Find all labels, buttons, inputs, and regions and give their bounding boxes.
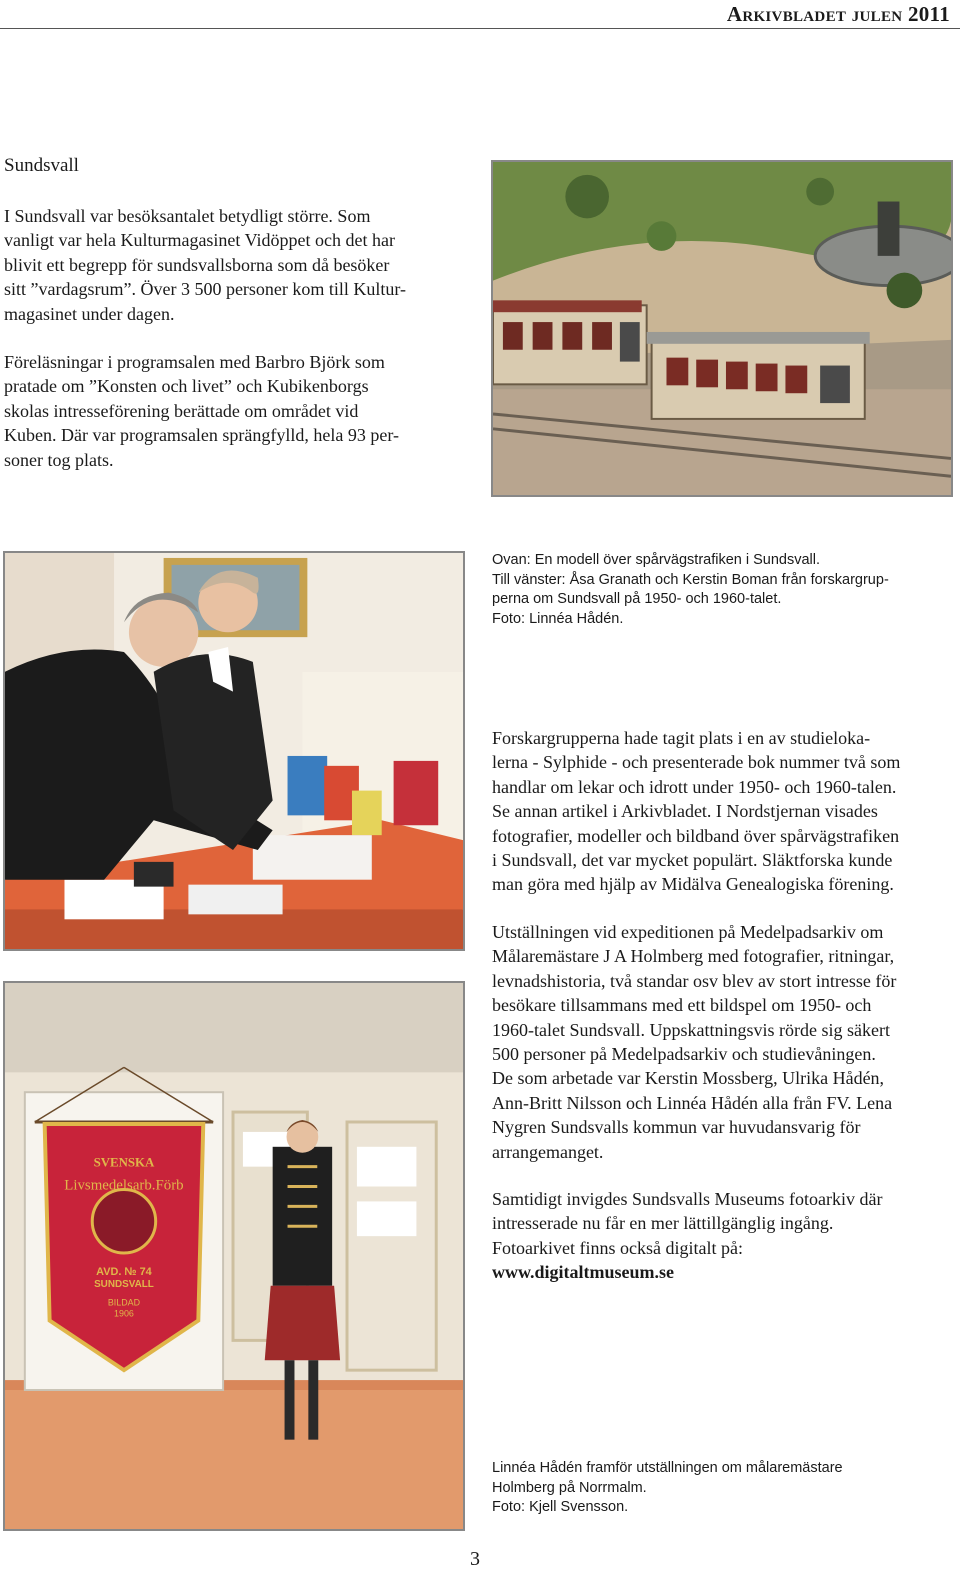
text-line: Kuben. Där var programsalen sprängfylld, hela 93 per- [4,425,399,446]
caption-line: Ovan: En modell över spårvägstrafiken i Sundsvall. [492,552,821,568]
text-line: vanligt var hela Kulturmagasinet Vidöppet och det har [4,230,395,251]
caption-line: Till vänster: Åsa Granath och Kerstin Boman från forskargrup- [492,571,889,588]
text-line: Utställningen vid expeditionen på Medelpadsarkiv om [492,922,884,942]
text-line: I Sundsvall var besöksantalet betydligt större. Som [4,206,371,226]
text-line: handlar om lekar och idrott under 1950- och 1960-talen. [492,776,897,797]
banner-text-line: 1906 [114,1308,134,1319]
tram-model-photo [491,160,953,497]
section-heading: Sundsvall [4,155,79,176]
text-line: arrangemanget. [492,1141,604,1162]
text-line: Ann-Britt Nilsson och Linnéa Hådén alla från FV. Lena [492,1092,893,1113]
page-number: 3 [470,1548,480,1570]
text-line: intresserade nu får en mer lättillgänglig ingång. [492,1213,834,1234]
caption-line: Foto: Linnéa Hådén. [492,610,624,627]
text-line: Fotoarkivet finns också digitalt på: [492,1237,743,1258]
caption-line: Linnéa Hådén framför utställningen om målaremästare [492,1460,843,1476]
text-line: besökare tillsammans med ett bildspel om 1950- och [492,995,872,1016]
text-line: 1960-talet Sundsvall. Uppskattningsvis rörde sig säkert [492,1019,890,1040]
caption-line: Foto: Kjell Svensson. [492,1499,629,1515]
researchers-photo [3,551,465,951]
text-line: man göra med hjälp av Midälva Genealogiska förening. [492,874,894,895]
museum-url-link[interactable]: www.digitaltmuseum.se [492,1262,675,1283]
publication-title: Arkivbladet julen 2011 [726,2,950,26]
exhibition-photo [3,981,465,1531]
text-line: i Sundsvall, det var mycket populärt. Släktforska kunde [492,850,893,871]
text-line: fotografier, modeller och bildband över spårvägstrafiken [492,825,900,846]
text-line: blivit ett begrepp för sundsvallsborna som då besöker [4,254,390,275]
intro-paragraph [4,204,464,326]
banner-text-line: AVD. № 74 [96,1265,152,1278]
banner-text-line: SUNDSVALL [94,1278,154,1290]
text-line: Föreläsningar i programsalen med Barbro Björk som [4,352,385,372]
text-line: Forskargrupperna hade tagit plats i en av studieloka- [492,728,871,748]
text-line: De som arbetade var Kerstin Mossberg, Ulrika Hådén, [492,1068,885,1089]
text-line: pratade om ”Konsten och livet” och Kubikenborgs [4,376,369,397]
photo-caption-top [492,551,952,629]
lecture-paragraph [4,350,464,472]
text-line: Se annan artikel i Arkivbladet. I Nordstjernan visades [492,801,878,822]
text-line: Samtidigt invigdes Sundsvalls Museums fotoarkiv där [492,1189,883,1209]
research-groups-paragraph [492,726,952,897]
text-line: magasinet under dagen. [4,303,175,324]
banner-text-line: Livsmedelsarb.Förb [64,1177,184,1194]
text-line: Nygren Sundsvalls kommun var huvudansvarig för [492,1117,861,1138]
text-line: 500 personer på Medelpadsarkiv och studievåningen. [492,1044,876,1065]
text-line: levnadshistoria, två standar osv blev av stort intresse för [492,970,897,991]
photo-caption-bottom [492,1459,952,1518]
text-line: Målaremästare J A Holmberg med fotografier, ritningar, [492,946,895,967]
banner-text-line: SVENSKA [93,1155,155,1170]
text-line: skolas intresseförening berättade om området vid [4,400,359,421]
caption-line: perna om Sundsvall på 1950- och 1960-talet. [492,591,782,607]
exhibition-paragraph [492,920,952,1164]
text-line: lerna - Sylphide - och presenterade bok nummer två som [492,752,901,773]
banner-text-line: BILDAD [107,1297,141,1308]
text-line: sitt ”vardagsrum”. Över 3 500 personer kom till Kultur- [4,279,407,300]
photo-archive-paragraph [492,1187,952,1285]
text-line: soner tog plats. [4,449,114,470]
page-header [0,0,960,29]
caption-line: Holmberg på Norrmalm. [492,1479,647,1496]
